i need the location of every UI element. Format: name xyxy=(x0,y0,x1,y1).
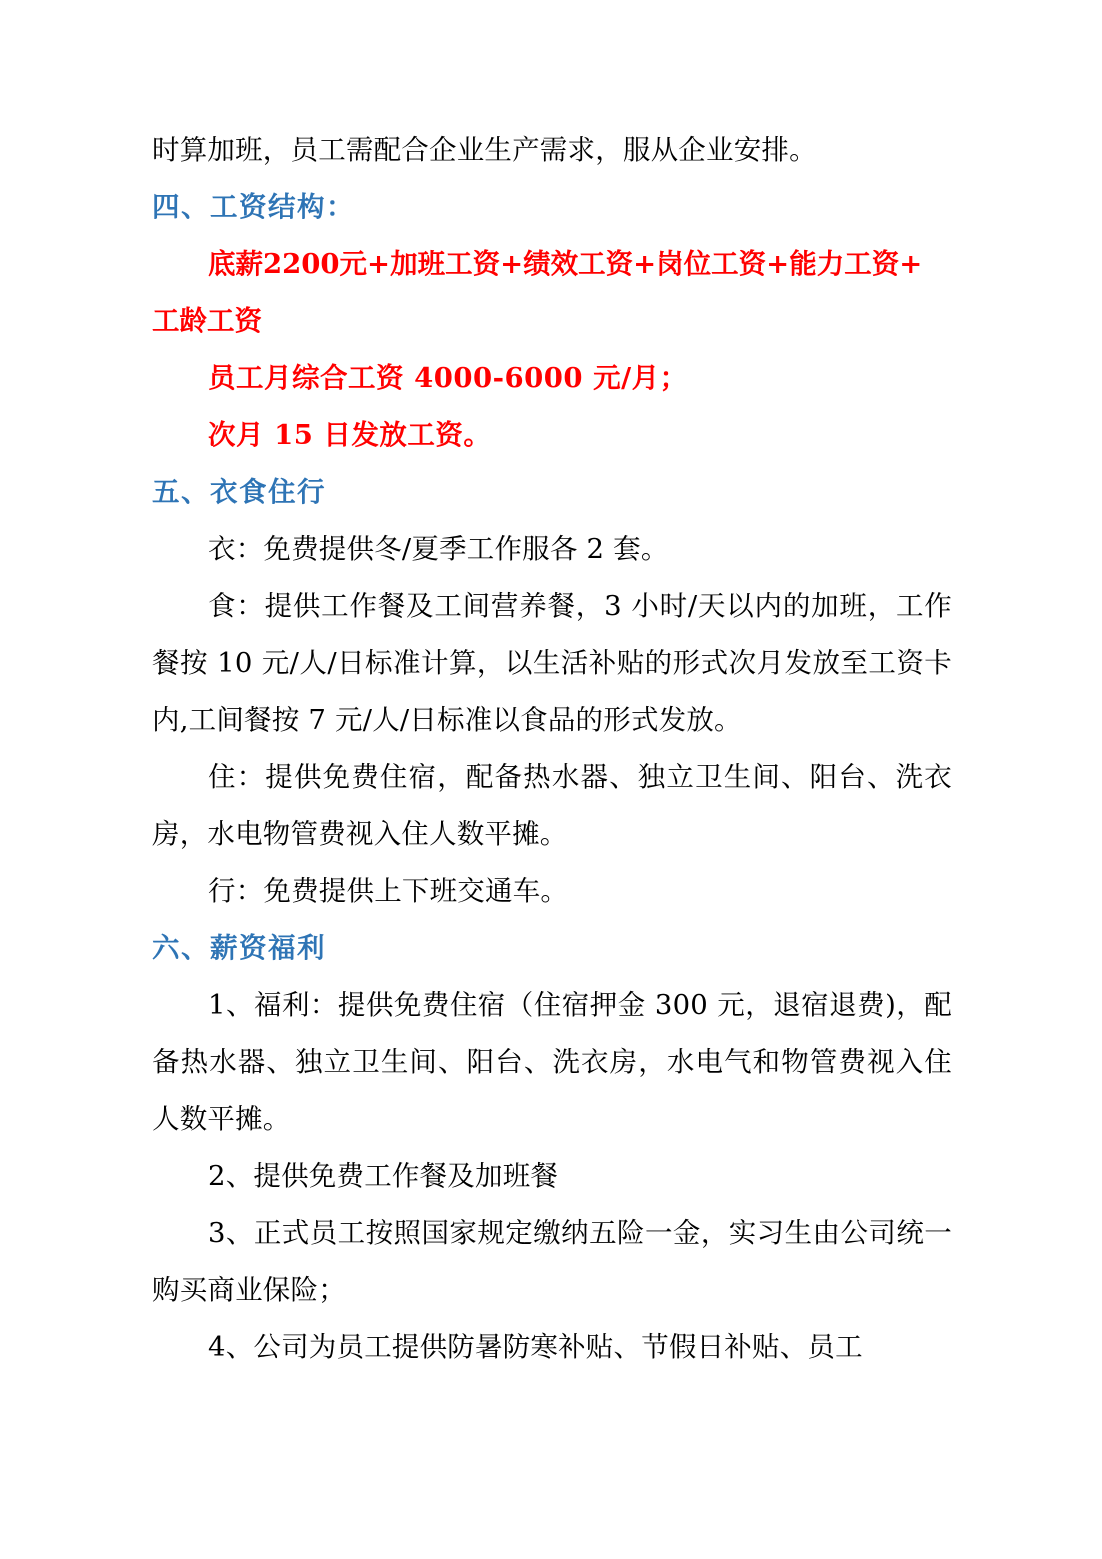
living-food: 食：提供工作餐及工间营养餐，3 小时/天以内的加班，工作餐按 10 元/人/日标准计算，以生活补贴的形式次月发放至工资卡内,工间餐按 7 元/人/日标准以食品的形式发放。 xyxy=(152,590,952,736)
living-housing: 住：提供免费住宿，配备热水器、独立卫生间、阳台、洗衣房，水电物管费视入住人数平摊。 xyxy=(152,761,952,850)
benefit-item-4: 4、公司为员工提供防暑防寒补贴、节假日补贴、员工 xyxy=(208,1331,863,1363)
salary-formula-line-2: 工龄工资 xyxy=(152,305,262,337)
salary-monthly-range: 员工月综合工资 4000-6000 元/月； xyxy=(208,362,688,394)
paragraph-overtime-tail: 时算加班，员工需配合企业生产需求，服从企业安排。 xyxy=(152,134,817,166)
living-clothing: 衣：免费提供冬/夏季工作服各 2 套。 xyxy=(208,533,669,565)
salary-payday: 次月 15 日发放工资。 xyxy=(208,419,492,451)
heading-salary-structure: 四、工资结构： xyxy=(152,191,355,223)
benefit-item-3: 3、正式员工按照国家规定缴纳五险一金，实习生由公司统一购买商业保险； xyxy=(152,1217,952,1306)
salary-formula-line-1: 底薪2200元+加班工资+绩效工资+岗位工资+能力工资+ xyxy=(208,248,923,280)
heading-living: 五、衣食住行 xyxy=(152,476,326,508)
heading-benefits: 六、薪资福利 xyxy=(152,932,326,964)
benefit-item-1: 1、福利：提供免费住宿（住宿押金 300 元，退宿退费)，配备热水器、独立卫生间、阳台、洗衣房，水电气和物管费视入住人数平摊。 xyxy=(152,989,952,1135)
benefit-item-2: 2、提供免费工作餐及加班餐 xyxy=(208,1160,559,1192)
document-body xyxy=(152,122,952,1376)
living-transport: 行：免费提供上下班交通车。 xyxy=(208,875,569,907)
